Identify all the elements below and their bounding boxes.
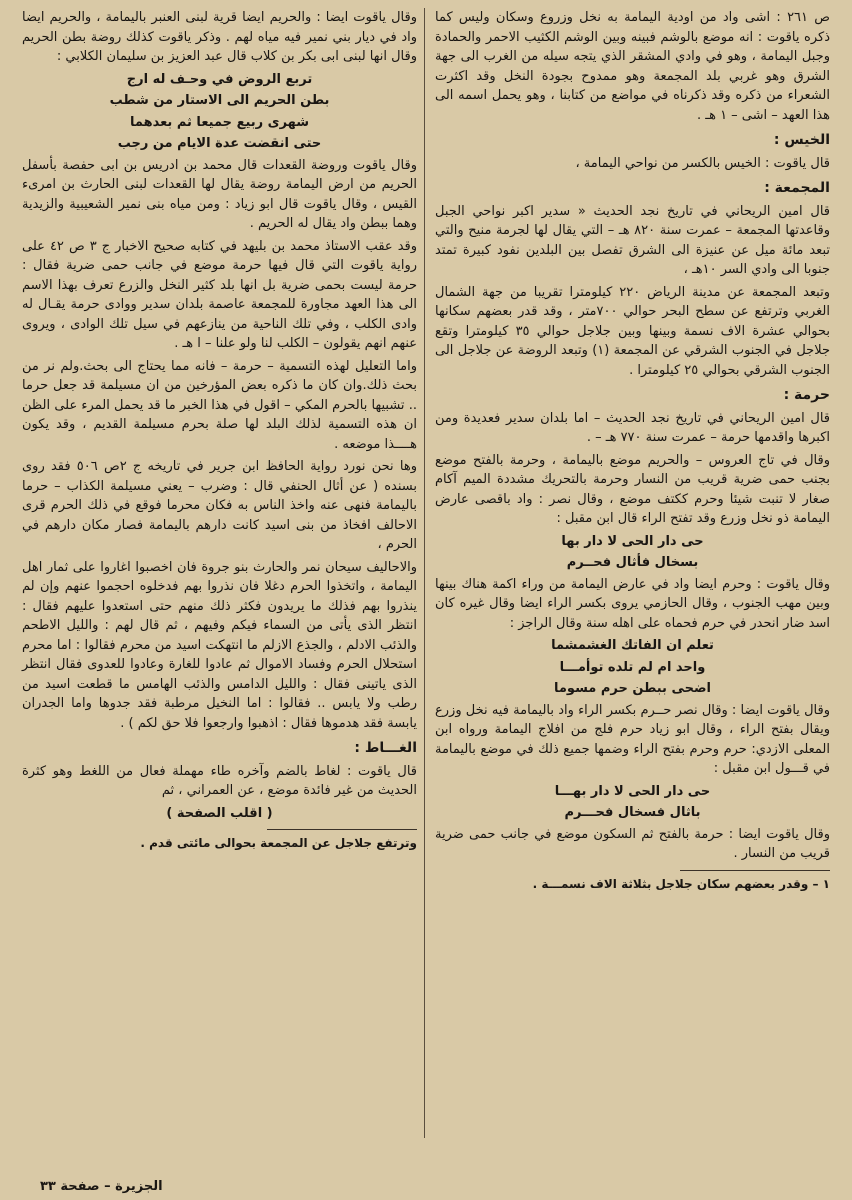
naming-paragraph: واما التعليل لهذه التسمية – حرمة – فانه مما يحتاج الى بحث.ولم نر من بحث ذلك.وان كان ما ذكره بعض المؤرخين من ان مسيلمة قد جعل حرما .. تشبيها بالحرم المكي – اقول في هذا الخبر ما قد يحمل المرء على الظن ان هذه التسمية لذلك البلد لها صلة بحرم مسيلمة القديم ، وقد يكون هــــذا موضعه . xyxy=(22,358,417,452)
verse-line: بطن الحريم الى الاستار من شطب xyxy=(109,93,330,108)
verse-line: اضحى ببطن حرم مسوما xyxy=(553,681,711,696)
footnote: ١ – وقدر بعضهم سكان جلاجل بثلاثة الاف نسمـــة . xyxy=(532,876,830,891)
majmaah-paragraph-2: وتبعد المجمعة عن مدينة الرياض ٢٢٠ كيلومترا تقريبا من جهة الشمال الغربي وترتفع عن سطح البحر حوالي ٧٠٠متر ، وقد قدر بعضهم سكانها بحوالي عشرة الاف نسمة وبينها وبين جلاجل حوالي ٣٥ كيلومترا وتقع جلاجل في الجنوب الشرقي عن المجمعة (١) وتبعد الروضة عن جلاجل الى الجنوب الشرقي بحوالي ٢٥ كيلومترا . xyxy=(435,284,831,378)
majmaah-paragraph-1: قال امين الريحاني في تاريخ نجد الحديث « سدير اكبر نواحي الجبل وقاعدتها المجمعة – عمرت سنة ٨٢٠ هـ – التي يقال لها لجرمة منيح والتي تبعد مائة ميل عن عنيزة الى الشرق تفصل بين البلدين نفود كبيرة تمتد جنوبا الى وادي السر ١٠هـ ، xyxy=(435,203,830,277)
harmah-paragraph-4: وقال ياقوت ايضا : وقال نصر حــرم بكسر الراء واد باليمامة فيه نخل وزرع ويقال بفتح الراء ، وقال ابو زياد حرم فلج من افلاج اليمامة ورواه ابن المعلى الازدي: حرم وحرم بفتح الراء وضمها جميع ذلك في موضع باليمامة في قـــول ابن مقبل : xyxy=(435,702,830,776)
heading-khais: الخيس : xyxy=(773,132,830,148)
heading-harmah: حرمة : xyxy=(783,387,830,403)
heading-laghat: الغـــاط : xyxy=(354,740,417,756)
ibn-jarir-paragraph: وها نحن نورد رواية الحافظ ابن جرير في تاريخه ج ٢ص ٥٠٦ فقد روى بسنده ( عن أثال الحنفي قال : وضرب – يعني مسيلمة الكذاب – حرما باليمامة فنهى عنه واخذ الناس به فكان محرما فوقع في ذلك الحرم قرى الاحالف افخاذ من بنى اسيد كانت دارهم باليمامة فصار مكان دارهم في الحرم ، xyxy=(22,459,417,552)
footnote-left: وترتفع جلاجل عن المجمعة بحوالى مائتى قدم . xyxy=(140,836,417,850)
page-footer: الجزيرة – صفحة ٣٣ xyxy=(40,1179,163,1194)
verse-line: حتى انقضت عدة الايام من رجب xyxy=(117,136,322,151)
harmah-paragraph-5: وقال ياقوت ايضا : حرمة بالفتح ثم السكون موضع في جانب حمى ضرية قريب من النسار . xyxy=(435,826,830,861)
verse-line: باثال فسخال فحـــرم xyxy=(564,805,701,820)
verse-line: تربع الروض في وحـف له ارج xyxy=(126,71,313,87)
column-divider xyxy=(424,8,425,1138)
ibn-bulaihid-paragraph: وقد عقب الاستاذ محمد بن بليهد في كتابه صحيح الاخبار ج ٣ ص ٤٢ على رواية ياقوت التي قال فيها حرمة موضع في جانب حمى ضرية فقال : حرمة ليست بحمى ضرية بل انها بلد كثير النخل والزرع تعرف بهذا الاسم الى هذا العهد مجاورة للمجمعة عاصمة بلدان سدير ووادى حرمة يقـال له وادى الكلب ، وفي تلك الناحية من ينازعهم في سيل تلك الوادى ، ويروى عنهم انهم يقولون – الكلب لنا ولو علنا – ا هـ . xyxy=(22,238,418,351)
laghat-paragraph: قال ياقوت : لغاط بالضم وآخره طاء مهملة فعال من اللغط وهو كثرة الحديث من غير فائدة موضع ، عن العمراني ، ثم xyxy=(22,763,417,798)
harmah-paragraph-3: وقال ياقوت : وحرم ايضا واد في عارض اليمامة من وراء اكمة هناك بينها وبين مهب الجنوب ، وقال الحازمي يروى بكسر الراء ايضا وقال غيره كان اسد ضار انحدر في حرم فحماه على اهله سنة وقال الراجز : xyxy=(435,576,830,631)
harmah-paragraph-1: قال امين الريحاني في تاريخ نجد الحديث – اما بلدان سدير فعديدة ومن اكبرها واقدمها حرمة – عمرت سنة ٧٧٠ هـ – . xyxy=(435,410,830,445)
hareem-paragraph: وقال ياقوت ايضا : والحريم ايضا قرية لبنى العنبر باليمامة ، والحريم ايضا واد في ديار بني نمير فيه مياه لهم . وذكر ياقوت كذلك روضة بطن الحريم وقال انها لبنى ابى بكر بن كلاب قال عبد العزيز بن سليمان الكلابي : xyxy=(22,10,417,64)
footnote-divider xyxy=(267,829,417,830)
right-column xyxy=(435,8,830,897)
verse-line: تعلم ان الفاتك الغشمشما xyxy=(551,638,714,653)
turn-page-note: ( اقلب الصفحة ) xyxy=(166,805,273,821)
harmah-paragraph-2: وقال في تاج العروس – والحريم موضع باليمامة ، وحرمة بالفتح موضع بجنب حمى ضرية قريب من النسار وحرمة بالتحريك مشددة الميم آكام صغار لا تنبت شيئا وحرم ككتف موضع ، وقال نصر : واد باقصى عارض اليمامة ذو نخل وزرع وقد تفتح الراء قال ابن مقبل : xyxy=(435,452,830,526)
qaadat-paragraph: وقال ياقوت وروضة القعدات قال محمد بن ادريس بن ابى حفصة بأسفل الحريم من ارض اليمامة روضة يقال لها القعدات لبنى الحارث بن امرىء القيس ، وقال ياقوت قال ابو زياد : ومن مياه بنى نمير الشعيبية والزيدية وهما ببطن واد يقال له الحريم . xyxy=(22,157,417,231)
verse-line: حى دار الحى لا دار بهـــا xyxy=(554,783,711,799)
verse-line: شهرى ربيع جميعا ثم بعدهما xyxy=(129,114,310,130)
intro-paragraph: ص ٢٦١ : اشى واد من اودية اليمامة به نخل وزروع وسكان وليس كما ذكره ياقوت : انه موضع بالوشم فبينه وبين الوشم الكثيب الاحمر والحمادة وجبل اليمامة ، وهو في وادي المشقر الذي يتجه سيله من الغرب الى جهة الشرق وهو غربي بلد المجمعة وهو ممدوح بجودة النخل وقد اكثرت الشعراء من ذكره وقد ذكرناه في مواضع من كتابنا ، وهو يحمل اسمه الى هذا العهد – اشى – ١ هـ . xyxy=(435,10,830,123)
heading-majmaah: المجمعة : xyxy=(764,180,830,196)
footnote-divider xyxy=(680,870,830,871)
verse-line: حى دار الحى لا دار بها xyxy=(561,533,704,549)
khais-paragraph: قال ياقوت : الخيس بالكسر من نواحي اليمامة ، xyxy=(575,155,830,171)
left-column xyxy=(22,8,417,857)
ahalif-paragraph: والاحاليف سيحان نمر والحارث بنو جروة فان اخصبوا اغاروا على ثمار اهل اليمامة ، واتخذوا الحرم دغلا فان نذروا بهم فدخلوه احجموا عنهم وإن لم ينذروا بهم فذلك ما يريدون فكثر ذلك منهم حتى استعدوا عليهم فقال : انتظر الذى يأتى من السماء فيكم وفيهم ، ثم قال لهم : والليل الاطحم والذئب الادلم ، والجذع الازلم ما انتهكت اسيد من محرم فقالوا : اما محرم استحلال الحرم وفساد الاموال ثم عادوا للغارة وعادوا للعدوى فقال انتظر الذى ياتينى فقال : والليل الدامس والذئب الهامس ما قطعت اسيد من رطب ولا يابس .. فقالوا : اما النخيل مرطبة فقد جدوها واما الجدران يابسة فقد هدموها فقال : اذهبوا وارجعوا فلا حق لكم ) . xyxy=(22,559,417,731)
verse-line: بسخال فأثال فحــرم xyxy=(566,555,699,570)
verse-line: واحد ام لم تلده توأمـــا xyxy=(559,659,706,675)
